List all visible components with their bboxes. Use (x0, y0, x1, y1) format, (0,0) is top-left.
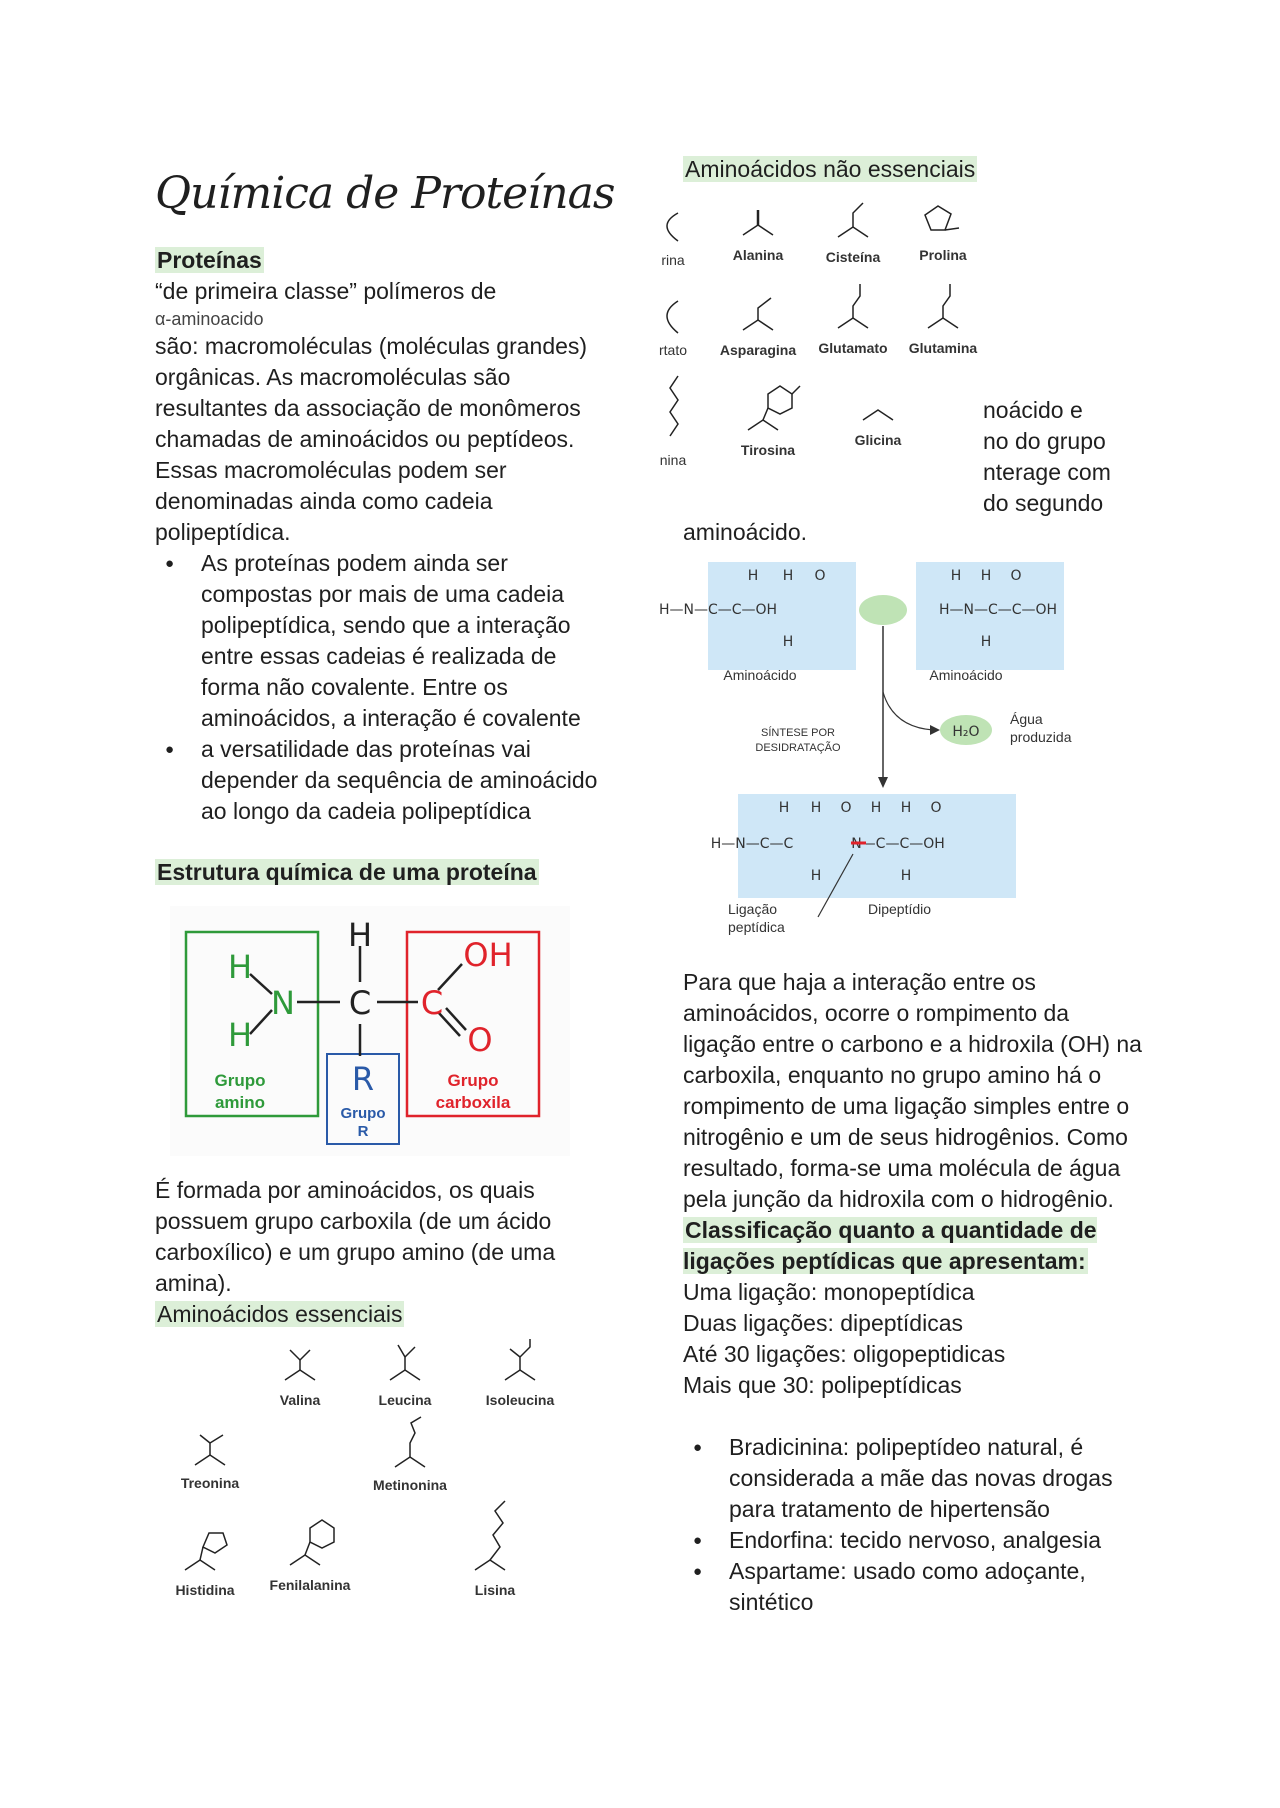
atom-oh: OH (463, 936, 513, 974)
label-dipeptidio: Dipeptídio (868, 901, 932, 917)
amino-acid-structure-diagram (170, 906, 570, 1156)
molecule-metinonina (355, 1415, 465, 1493)
right-column (658, 150, 1143, 1618)
svg-text:H: H (782, 634, 794, 650)
svg-text:H: H (810, 800, 822, 816)
molecule-name: Tirosina (740, 442, 796, 458)
molecule-name: rtato (658, 342, 687, 358)
label-grupo-amino-2: amino (214, 1093, 266, 1112)
class-line: Mais que 30: polipeptídicas (683, 1372, 962, 1398)
atom-h-top: H (347, 916, 373, 954)
class-line: Uma ligação: monopeptídica (683, 1279, 975, 1305)
partial-line: nterage com (983, 459, 1111, 485)
molecule-treonina (165, 1425, 255, 1491)
svg-text:H: H (810, 868, 822, 884)
non-essential-block (658, 185, 1143, 525)
label-agua-2: produzida (1010, 729, 1072, 745)
left-column (155, 150, 615, 1630)
label-agua-1: Água (1010, 711, 1043, 727)
interacao-text: Para que haja a interação entre os aminoácidos, ocorre o rompimento da ligação entre o carbono e a hidroxila (OH) na carboxila, enquanto no grupo amino há o rompimento de uma ligação simples entre o nitrogênio e um de seus hidrogênios. Como resultado, forma-se uma molécula de água pela junção da hidroxila com o hidrogênio. (683, 969, 1142, 1212)
molecule-name: Glutamato (818, 340, 888, 356)
atom-r: R (351, 1060, 375, 1098)
molecule-name: Prolina (919, 247, 967, 263)
atom-h-1: H (227, 948, 253, 986)
molecule-asparagina (708, 290, 808, 358)
molecule-glutamina (898, 280, 988, 356)
molecule-valina (255, 1340, 345, 1408)
page-title: Química de Proteínas (155, 168, 615, 219)
bullet-item: ● a versatilidade das proteínas vai depender da sequência de aminoácido ao longo da cadeia polipeptídica (201, 734, 615, 827)
molecule-name: Valina (279, 1392, 321, 1408)
label-h2o: H₂O (952, 724, 980, 740)
molecule-leucina (360, 1335, 450, 1408)
svg-text:H: H (900, 800, 912, 816)
molecule-name: Glicina (854, 432, 902, 448)
molecule-name: nina (659, 452, 687, 468)
proteinas-text-3: são: macromoléculas (moléculas grandes) orgânicas. As macromoléculas são resultantes da associação de monômeros chamadas de aminoácidos ou peptídeos. Essas macromoléculas podem ser denominadas ainda como cadeia polipeptídica. (155, 333, 588, 545)
molecule-name: Metinonina (373, 1477, 447, 1493)
svg-text:H—N—C—C—OH: H—N—C—C—OH (938, 602, 1058, 618)
label-ligacao-2: peptídica (728, 919, 785, 935)
molecule-name: Alanina (732, 247, 784, 263)
molecule-isoleucina (470, 1335, 570, 1408)
svg-text:H: H (778, 800, 790, 816)
partial-line: no do grupo (983, 428, 1106, 454)
class-line: Duas ligações: dipeptídicas (683, 1310, 963, 1336)
molecules-panel (643, 195, 983, 485)
molecule-name: Leucina (378, 1392, 432, 1408)
molecule-partial (643, 205, 703, 268)
molecule-name: Asparagina (719, 342, 797, 358)
molecule-name: Lisina (474, 1582, 516, 1598)
heading-essenciais: Aminoácidos essenciais (157, 1301, 403, 1327)
atom-h-2: H (227, 1016, 253, 1054)
svg-text:H: H (980, 568, 992, 584)
molecule-prolina (903, 200, 983, 263)
molecule-name: Treonina (180, 1475, 240, 1491)
partial-text (973, 395, 1173, 519)
formada-text: É formada por aminoácidos, os quais possuem grupo carboxila (de um ácido carboxílico) e um grupo amino (de uma amina). (155, 1177, 556, 1296)
molecule-name: Histidina (175, 1582, 235, 1598)
proteinas-text-2: α-aminoacido (155, 309, 264, 329)
svg-text:H: H (747, 568, 759, 584)
label-grupo-carboxila-2: carboxila (435, 1093, 511, 1112)
atom-n: N (271, 984, 295, 1022)
partial-line: do segundo (983, 490, 1104, 516)
proteinas-text-1: “de primeira classe” polímeros de (155, 278, 497, 304)
molecule-name: Isoleucina (485, 1392, 555, 1408)
svg-text:H—N—C—C: H—N—C—C (710, 836, 794, 852)
molecule-glutamato (808, 280, 898, 356)
molecule-lisina (445, 1495, 545, 1598)
label-aminoacido-1: Aminoácido (723, 667, 797, 683)
molecule-cisteina (808, 195, 898, 265)
molecule-glicina (833, 395, 923, 448)
bullet-item: ● Bradicinina: polipeptídeo natural, é considerada a mãe das novas drogas para tratamento de hipertensão (729, 1432, 1143, 1525)
svg-text:H—N—C—C—OH: H—N—C—C—OH (658, 602, 778, 618)
molecule-name: Glutamina (908, 340, 978, 356)
label-sintese-2: DESIDRATAÇÃO (755, 742, 841, 754)
atom-c-alpha: C (348, 984, 372, 1022)
heading-proteinas: Proteínas (157, 247, 262, 273)
label-ligacao-1: Ligação (728, 901, 778, 917)
proteinas-bullets (155, 548, 615, 827)
label-grupo-carboxila-1: Grupo (447, 1071, 499, 1090)
partial-line: noácido e (983, 397, 1083, 423)
dehydration-synthesis-diagram (658, 562, 1108, 942)
aminoacido-text: aminoácido. (683, 519, 808, 545)
molecule-name: rina (661, 252, 685, 268)
svg-text:H: H (900, 868, 912, 884)
essential-amino-acids (155, 1330, 615, 1630)
molecule-partial (643, 370, 703, 468)
heading-classificacao: Classificação quanto a quantidade de ligações peptídicas que apresentam: (683, 1217, 1097, 1274)
atom-o: O (467, 1021, 493, 1059)
molecule-alanina (713, 200, 803, 263)
label-grupo-r-2: R (357, 1123, 369, 1140)
svg-text:H: H (870, 800, 882, 816)
class-line: Até 30 ligações: oligopeptidicas (683, 1341, 1006, 1367)
svg-text:O: O (840, 800, 852, 816)
molecule-partial (643, 295, 703, 358)
svg-text:O: O (930, 800, 942, 816)
label-grupo-r-1: Grupo (340, 1105, 386, 1122)
label-aminoacido-2: Aminoácido (929, 667, 1003, 683)
molecule-fenilalanina (255, 1510, 365, 1593)
svg-text:N—C—C—OH: N—C—C—OH (851, 836, 945, 852)
heading-estrutura: Estrutura química de uma proteína (157, 859, 537, 885)
svg-text:H: H (782, 568, 794, 584)
molecule-tirosina (718, 370, 818, 458)
molecule-histidina (155, 1515, 255, 1598)
molecule-name: Cisteína (825, 249, 881, 265)
bullet-item: ● Endorfina: tecido nervoso, analgesia (729, 1525, 1143, 1556)
label-sintese-1: SÍNTESE POR (761, 727, 835, 739)
molecule-name: Fenilalanina (269, 1577, 351, 1593)
label-grupo-amino-1: Grupo (214, 1071, 266, 1090)
svg-text:H: H (980, 634, 992, 650)
svg-text:O: O (1010, 568, 1022, 584)
svg-text:O: O (814, 568, 826, 584)
bullet-item: ● As proteínas podem ainda ser compostas por mais de uma cadeia polipeptídica, sendo que a interação entre essas cadeias é realizada de forma não covalente. Entre os aminoácidos, a interação é covalente (201, 548, 615, 734)
examples-bullets (683, 1432, 1143, 1618)
atom-c-carboxyl: C (420, 984, 444, 1022)
heading-nao-essenciais: Aminoácidos não essenciais (685, 156, 976, 182)
bullet-item: ● Aspartame: usado como adoçante, sintético (729, 1556, 1143, 1618)
svg-text:H: H (950, 568, 962, 584)
